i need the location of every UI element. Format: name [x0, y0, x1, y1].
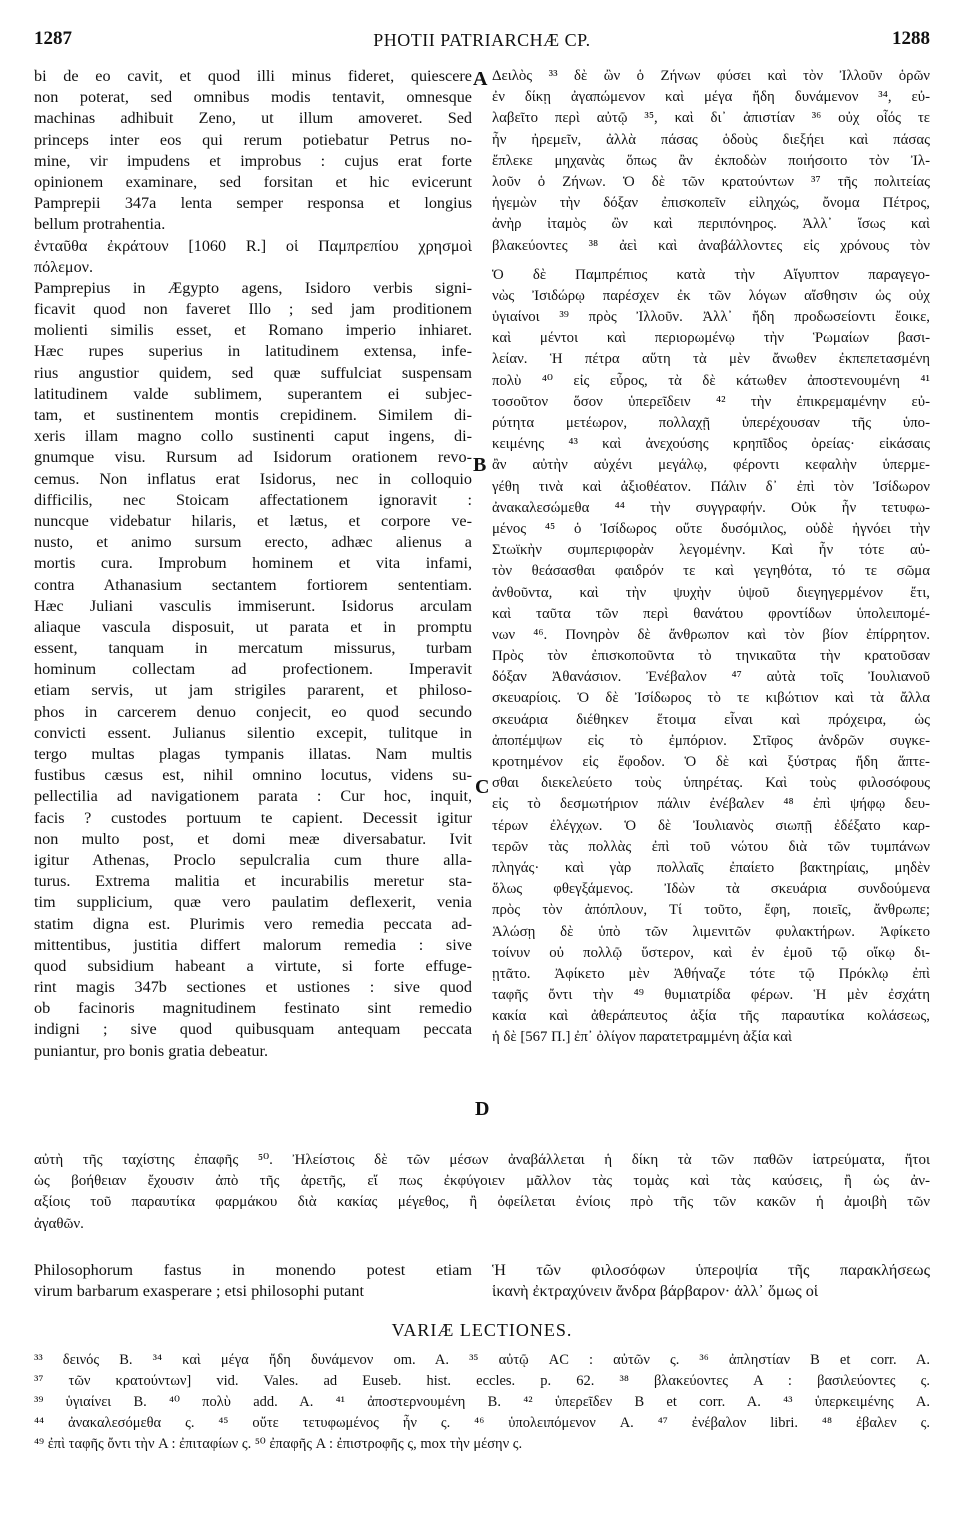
- greek-line: ἀνακαλεσώμεθα ⁴⁴ τὴν συγγραφήν. Οὐκ ἦν τετυφω-: [492, 499, 930, 516]
- latin-line: nusto, et animo sursum erecto, adhæc alienus a: [34, 533, 472, 552]
- latin-line: fustibus cæsus est, nihil omnino locutus, videns su-: [34, 766, 472, 785]
- latin-line: bi de eo cavit, et quod illi minus fideret, quiescere: [34, 67, 472, 85]
- full-width-line: αξίοις τοῦ παραυτίκα φαρμάκου διὰ κακίας μέγεθος, ἢ ὀφείλεται ἐνίοις πρὸ τῆς τῶν κακῶν ἡ ἀμοιβὴ τῶν: [34, 1194, 930, 1211]
- greek-line: καὶ ταῦτα τῶν περὶ θανάτου φροντίδων ὑπολειπομέ-: [492, 605, 930, 622]
- latin-line: cemus. Non inflatus erat Isidorus, nec in colloquio: [34, 469, 472, 488]
- latin-line: Hæc rupes superius in latitudinem extensa, infe-: [34, 342, 472, 361]
- greek-line: ταφῆς ὄντι τὴν ⁴⁹ θυμιατρίδα φέρων. Ἡ μὲν ἐσχάτη: [492, 987, 930, 1004]
- greek-line: ἀνθοῦντα, καὶ τὴν ψυχὴν ὑψοῦ διεγηγερμένον ἔτι,: [492, 584, 930, 601]
- greek-line: λαβεῖτο περὶ αὐτῷ ³⁵, καὶ δι᾿ ἀπιστίαν ³⁶ οὐχ οἷός τε: [492, 110, 930, 127]
- variae-lectiones-heading: VARIÆ LECTIONES.: [391, 1320, 573, 1340]
- greek-line: τέρων ἐλέγχων. Ὁ δὲ Ἰουλιανὸς σιωπῇ ἐδέξατο καρ-: [492, 817, 930, 834]
- greek-column: [492, 66, 930, 1049]
- latin-line: essent, tanquam in mercatum missurus, turbam: [34, 639, 472, 658]
- greek-line: ἔπλεκε μηχανὰς ὅπως ἂν ἐκποδὼν ποιήσοιτο τὸν Ἰλ-: [492, 152, 930, 169]
- greek-line: νων ⁴⁶. Πονηρὸν δὲ ἄνθρωπον καὶ τὸν βίον ἐπίρρητον.: [492, 626, 930, 643]
- section-marker-b: B: [473, 454, 487, 476]
- latin-line: latitudinem valde sublimem, superantem ei subjec-: [34, 384, 472, 403]
- latin-line: mortis cura. Improbum hominem et vita infami,: [34, 554, 472, 573]
- latin-line: indigni ; sive quod quibusquam antequam peccata: [34, 1020, 472, 1039]
- section-marker-a: A: [473, 68, 488, 90]
- greek-line: ἡ δὲ [567 Π.] ἐπ᾿ ὀλίγον παρατετραμμένη ἀξία καὶ: [492, 1029, 792, 1046]
- greek-line: ῃτᾶτο. Ἀφίκετο μὲν Ἀθήναζε τότε τῷ Πρόκλῳ ἐπὶ: [492, 965, 930, 982]
- greek-line: εἰς τὸ δεσμωτήριον πάλιν ἐνέβαλεν ⁴⁸ ἐπὶ ψήφῳ δευ-: [492, 796, 930, 813]
- greek-line: ἀνὴρ ἰταμὸς ὢν καὶ περιπόνηρος. Ἀλλ᾿ ἴσως καὶ: [492, 216, 930, 233]
- variae-lectiones-notes: [34, 1350, 930, 1455]
- latin-line: facis ? custodes portuum te capient. Decessit igitur: [34, 808, 472, 827]
- running-title: PHOTII PATRIARCHÆ CP.: [373, 30, 591, 50]
- latin-line: statim digna est. Plurimis vero remedia peccata ad-: [34, 914, 472, 933]
- variant-note-line: ⁴⁹ ἐπὶ ταφῆς ὄντι τὴν A : ἐπιταφίων ς. ⁵⁰ ἐπαφῆς A : ἐπιστροφῆς ς, mox τὴν μέσην ς.: [34, 1436, 523, 1452]
- latin-line: quod subsidium habeant a virtute, si forte effuge-: [34, 956, 472, 975]
- latin-line: princeps inter eos qui rerum potiebatur Petrus no-: [34, 130, 472, 149]
- latin-line: etiam servis, ut jam strigiles pararent, et philoso-: [34, 681, 472, 700]
- two-column-body: [34, 66, 930, 1154]
- greek-line: σθαι διεκελεύετο τοὺς ὑπηρέτας. Καὶ τοὺς φιλοσόφους: [492, 775, 930, 792]
- latin-line: hominum collectam ad profectionem. Imperavit: [34, 660, 472, 679]
- latin-line: puniantur, pro bonis gratia debeatur.: [34, 1041, 269, 1060]
- latin-line: non poterat, sed omnibus modis tentavit, omnesque: [34, 88, 472, 107]
- latin-column: [34, 66, 472, 1062]
- greek-line: γέθη τινὰ καὶ ἀξιοθέατον. Πάλιν δ᾿ ἐπὶ τὸν Ἰσίδωρον: [492, 478, 930, 495]
- latin-line: non multo post, et domi meæ diversabatur. Ivit: [34, 829, 472, 848]
- greek-line: πρὸς τὸν ἀπόπλουν, Τί τοῦτο, ἔφη, ποιεῖς, ἄνθρωπε;: [492, 902, 930, 919]
- greek-line: Δειλὸς ³³ δὲ ὢν ὁ Ζήνων φύσει καὶ τὸν Ἰλλοῦν ὁρῶν: [492, 68, 930, 84]
- greek-line: τοίνυν οὐ πολλῷ ὕστερον, καὶ ἐν ἐμοῦ τῷ οἴκῳ δι-: [492, 944, 930, 961]
- greek-line: Ὁ δὲ Παμπρέπιος κατὰ τὴν Αἴγυπτον παραγεγο-: [492, 266, 930, 283]
- greek-line: ὑγιαίνοι ³⁹ πρὸς Ἰλλοῦν. Ἀλλ᾿ ἤδη προδωσείοντι ἔοικε,: [492, 309, 930, 326]
- section-marker-d: D: [475, 1098, 490, 1120]
- greek-line: ρύτητα μετέωρον, πολλαχῇ ὑπερέχουσαν τῆς ὑπο-: [492, 415, 930, 431]
- greek-line: βλακεύοντες ³⁸ ἀεὶ καὶ ἀναβάλλοντες εἰς χρόνους τὸν: [492, 237, 930, 254]
- greek-line: Πρὸς τὸν ἐπισκοποῦντα τὸ τηνικαῦτα τὴν κρατοῦσαν: [492, 648, 930, 665]
- latin-line: gnumque visu. Rursum ad Isidorum orationem revo-: [34, 448, 472, 467]
- latin-line: turus. Extrema malitia et incurabilis meretur sta-: [34, 872, 472, 891]
- latin-line: πόλεμον.: [34, 257, 94, 276]
- latin-line: Philosophorum fastus in monendo potest etiam: [34, 1261, 472, 1279]
- greek-line: ἦν ἠρεμεῖν, ἀλλὰ πάσας ὁδοὺς διεξήει καὶ πάσας: [492, 131, 930, 148]
- greek-line: νὼς Ἰσιδώρῳ παρέσχεν ἐκ τῶν λόγων αἴσθησιν ὡς οὐχ: [492, 287, 930, 304]
- latin-line: machinas adhibuit Zeno, ut illum amoveret. Sed: [34, 109, 472, 128]
- latin-line: ficavit quod non faveret Illo ; sed jam proditionem: [34, 300, 472, 319]
- greek-line: Ἡ τῶν φιλοσόφων ὑπεροψία τῆς παρακλήσεως: [492, 1261, 930, 1279]
- page-header: [34, 28, 930, 56]
- page-number-right: 1288: [892, 28, 930, 49]
- latin-line: Hæc Juliani vasculis immiserunt. Isidorus arculam: [34, 596, 472, 615]
- latin-line: difficilis, nec Stoicam affectationem ignoravit :: [34, 490, 472, 509]
- greek-line: λείαν. Ἡ πέτρα αὕτη τὰ μὲν ἄνωθεν ἐκπεπετασμένη: [492, 351, 930, 368]
- latin-line: opinionem examinare, sed forsitan et hic evicerunt: [34, 172, 472, 191]
- latin-line: igitur Athenas, Proclo sepulcralia cum thure alla-: [34, 850, 472, 869]
- greek-line: Ἁλώσῃ δὲ ὑπὸ τῶν λιμενιτῶν φυλακτήρων. Ἀφίκετο: [492, 923, 930, 940]
- section-marker-c: C: [475, 776, 490, 798]
- latin-line: mine, vir impudens et improbus : cujus erat forte: [34, 151, 472, 170]
- greek-line: ἂν αὐτὴν αὐχένι μεγάλῳ, φέροντι κεφαλὴν ὑπερμε-: [492, 457, 930, 474]
- latin-line: rius angustior quidem, sed quæ suffulciat suspensam: [34, 363, 472, 382]
- greek-line: τερῶν τὰς πολλὰς ἐπὶ τοῦ νώτου διὰ τῶν τυμπάνων: [492, 838, 930, 855]
- latin-line: nuncque videbatur hilaris, et lætus, et corpore ve-: [34, 511, 472, 530]
- latin-line: convicti essent. Julianus silentio excepit, tulitque in: [34, 723, 472, 742]
- variant-note-line: ³⁷ τῶν κρατούντων] vid. Vales. ad Euseb. hist. eccles. p. 62. ³⁸ βλακεύοντες A : βασιλεύοντες ς.: [34, 1373, 930, 1389]
- latin-line: aliaque vascula disposuit, ut parata et in promptu: [34, 617, 472, 636]
- latin-line: tim supplicium, quæ vero paulatim deflexerit, venia: [34, 893, 472, 912]
- greek-line: πληγάς· καὶ γὰρ πολλαῖς ἐπαίετο βακτηρίαις, μηδὲν: [492, 859, 930, 876]
- greek-line: ἀποπέμψων εἰς τὸ ἐμπόριον. Στῖφος ἀνδρῶν συγκε-: [492, 732, 930, 749]
- greek-line: πολὺ ⁴⁰ εἰς εὖρος, τὰ δὲ κάτωθεν ἀποστενουμένη ⁴¹: [492, 372, 930, 389]
- greek-line: κακία καὶ ἀθεράπευτος ἀξία τῆς παραυτίκα κολάσεως,: [492, 1008, 930, 1025]
- latin-line: xeris illam magno collo sustinenti caput ingens, di-: [34, 427, 472, 446]
- latin-line: ob facinoris magnitudinem festinato sint remedio: [34, 999, 472, 1018]
- latin-line: tam, et sustinentem montis crepidinem. Similem di-: [34, 406, 472, 424]
- latin-line: contra Athanasium sectantem fortiorem sententiam.: [34, 575, 472, 594]
- greek-line: τὸν θεάσασθαι φαιδρόν τε καὶ γεγηθότα, τό τε σῶμα: [492, 563, 930, 580]
- greek-line: ἐν δίκῃ ἀγαπώμενον καὶ μέγα ἤδη δυνάμενον ³⁴, εὐ-: [492, 89, 930, 106]
- greek-line: ἱκανὴ ἐκτραχύνειν ἄνδρα βάρβαρον· ἀλλ᾿ ὅμως οἱ: [492, 1282, 819, 1301]
- greek-line: τοσοῦτον ὅσον ὑπερεῖδειν ⁴² τὴν ἐπικρεμαμένην εὐ-: [492, 393, 930, 410]
- latin-line: Pamprepii 347a lenta semper responsa et longius: [34, 194, 472, 213]
- greek-line: ὅλως φθεγξάμενος. Ἰδὼν τὰ σκευάρια συνδούμενα: [492, 881, 930, 898]
- latin-line: pellectilia ad navigationem parata : Cur hoc, inquit,: [34, 787, 472, 806]
- bottom-greek-column: [492, 1260, 930, 1302]
- variant-note-line: ³³ δεινός B. ³⁴ καὶ μέγα ἤδη δυνάμενον om. A. ³⁵ αὐτῷ AC : αὐτῶν ς. ³⁶ ἀπληστίαν B et corr. A.: [34, 1352, 930, 1368]
- latin-line: ἐνταῦθα ἐκράτουν [1060 R.] οἱ Παμπρεπίου χρησμοὶ: [34, 236, 472, 255]
- latin-line: virum barbarum exasperare ; etsi philosophi putant: [34, 1282, 364, 1301]
- full-width-line: ὡς βοήθειαν ἔχουσιν ἀπὸ τῆς ἀρετῆς, εἴ πως ἐκφύγοιεν μᾶλλον τὰς τομὰς καὶ τὰς καύσεις, ἢ ὡς ἀν-: [34, 1173, 930, 1190]
- greek-line: Στωϊκὴν συμπεριφορὰν λεγομένην. Καὶ ἦν τότε αὐ-: [492, 542, 930, 559]
- full-width-line: ἀγαθῶν.: [34, 1215, 84, 1232]
- variant-note-line: ³⁹ ὑγιαίνει B. ⁴⁰ πολὺ add. A. ⁴¹ ἀποστερνουμένη B. ⁴² ὑπερεῖδεν B et corr. A. ⁴³ ὑπερκειμένης A.: [34, 1394, 930, 1410]
- bottom-two-column: [34, 1260, 930, 1310]
- full-width-line: αὐτὴ τῆς ταχίστης ἐπαφῆς ⁵⁰. Ἠλείστοις δὲ τῶν μέσων ἀναβάλλεται ἡ δίκη τὰ τῶν παθῶν ἰατρεύματα, ἤτοι: [34, 1152, 930, 1168]
- greek-line: κειμένης ⁴³ καὶ ἀνεχούσης κρηπῖδος ὀρείας· εἰκάσαις: [492, 436, 930, 453]
- greek-line: κροτημένον εἰς ἔφοδον. Ὁ δὲ καὶ ξύστρας ἤδη ἅπτε-: [492, 754, 930, 770]
- greek-line: δόξαν Ἀθανάσιον. Ἐνέβαλον ⁴⁷ αὐτὰ τοῖς Ἰουλιανοῦ: [492, 669, 930, 686]
- latin-line: Pamprepius in Ægypto agens, Isidoro verbis signi-: [34, 278, 472, 297]
- greek-line: μένος ⁴⁵ ὁ Ἰσίδωρος οὔτε δυσόμιλος, οὐδὲ ἠγνόει τὴν: [492, 520, 930, 537]
- full-width-paragraph: [34, 1150, 930, 1235]
- latin-line: phos in carcerem denuo conjecit, eo quod secundo: [34, 702, 472, 721]
- latin-line: rint magis 347b sectiones et ustiones : sive quod: [34, 978, 472, 997]
- latin-line: molienti similis esset, et Romano imperio inhiaret.: [34, 321, 472, 340]
- greek-line: λοῦν ὁ Ζήνων. Ὁ δὲ τῶν κρατούντων ³⁷ τῆς πολιτείας: [492, 173, 930, 190]
- latin-line: bellum protrahentia.: [34, 215, 166, 234]
- greek-line: καὶ μέντοι καὶ περιορωμένῳ τὴν Ῥωμαίων βασι-: [492, 330, 930, 347]
- greek-line: σκευάρια διέθηκεν ἕτοιμα εἶναι καὶ πρόχειρα, ὡς: [492, 711, 930, 728]
- bottom-latin-column: [34, 1260, 472, 1302]
- greek-line: σκευαρίοις. Ὁ δὲ Ἰσίδωρος τὸ τε κιβώτιον καὶ τὰ ἄλλα: [492, 690, 930, 707]
- page-number-left: 1287: [34, 28, 72, 49]
- latin-line: tergo multas plagas tympanis illatas. Nam multis: [34, 745, 472, 763]
- variant-note-line: ⁴⁴ ἀνακαλεσόμεθα ς. ⁴⁵ οὔτε τετυφωμένος ἦν ς. ⁴⁶ ὑπολειπόμενον A. ⁴⁷ ἐνέβαλον libri. ⁴⁸ ἐβαλεν ς.: [34, 1415, 930, 1431]
- greek-line: ἡγεμὼν τὴν δόξαν ἐπισκοπεῖν εἰληχώς, ὄνομα Πέτρος,: [492, 195, 930, 212]
- latin-line: mittentibus, justitia differt malorum remedia : sive: [34, 935, 472, 954]
